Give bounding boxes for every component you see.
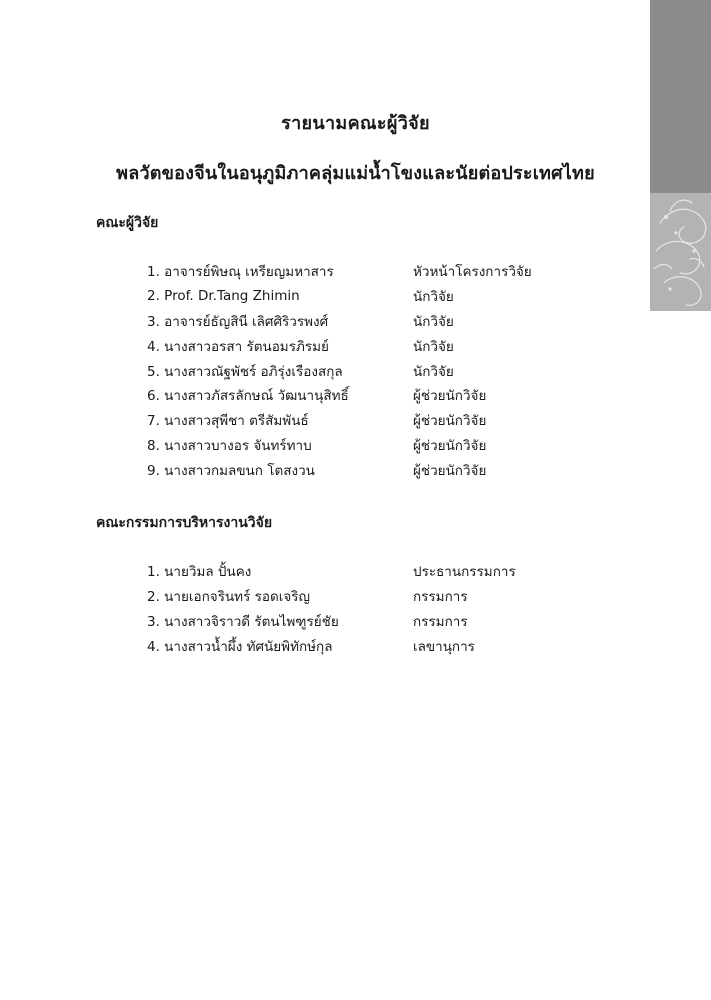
member-role: ผู้ช่วยนักวิจัย <box>413 388 487 405</box>
list-item <box>147 559 607 584</box>
dragon-ornament-icon <box>650 193 711 311</box>
member-role: นักวิจัย <box>413 313 454 330</box>
member-name: 4. นางสาวน้ำผึ้ง ทัศนัยพิทักษ์กุล <box>147 638 333 655</box>
side-tab-ornament-image <box>650 193 711 311</box>
member-name: 2. Prof. Dr.Tang Zhimin <box>147 288 300 305</box>
management-committee-list <box>147 559 607 658</box>
member-name: 8. นางสาวบางอร จันทร์ทาบ <box>147 437 312 454</box>
list-item <box>147 358 607 383</box>
member-role: เลขานุการ <box>413 638 475 655</box>
list-item <box>147 633 607 658</box>
list-item <box>147 259 607 284</box>
member-role: กรรมการ <box>413 613 468 630</box>
member-name: 7. นางสาวสุพีชา ตรีสัมพันธ์ <box>147 413 309 430</box>
member-name: 9. นางสาวกมลขนก โตสงวน <box>147 462 315 479</box>
member-name: 1. นายวิมล ปั้นคง <box>147 564 252 581</box>
member-role: ผู้ช่วยนักวิจัย <box>413 437 487 454</box>
research-team-list <box>147 259 607 482</box>
member-role: นักวิจัย <box>413 363 454 380</box>
list-item <box>147 309 607 334</box>
member-name: 5. นางสาวณัฐพัชร์ อภิรุ่งเรืองสกุล <box>147 363 343 380</box>
page-subtitle: พลวัตของจีนในอนุภูมิภาคลุ่มแม่น้ำโขงและนัยต่อประเทศไทย <box>116 163 595 184</box>
member-role: หัวหน้าโครงการวิจัย <box>413 264 532 281</box>
member-role: ผู้ช่วยนักวิจัย <box>413 413 487 430</box>
member-name: 2. นายเอกจรินทร์ รอดเจริญ <box>147 589 311 606</box>
member-role: ประธานกรรมการ <box>413 564 516 581</box>
research-team-heading: คณะผู้วิจัย <box>96 215 159 231</box>
member-name: 3. อาจารย์ธัญสินี เลิศศิริวรพงศ์ <box>147 313 329 330</box>
list-item <box>147 333 607 358</box>
member-name: 6. นางสาวภัสรลักษณ์ วัฒนานุสิทธิ์ <box>147 388 349 405</box>
member-role: นักวิจัย <box>413 289 454 306</box>
list-item <box>147 284 607 309</box>
list-item <box>147 433 607 458</box>
page-title: รายนามคณะผู้วิจัย <box>281 113 430 134</box>
member-role: นักวิจัย <box>413 338 454 355</box>
list-item <box>147 457 607 482</box>
member-name: 3. นางสาวจิราวดี รัตนไพฑูรย์ชัย <box>147 613 339 630</box>
member-name: 1. อาจารย์พิษณุ เหรียญมหาสาร <box>147 264 334 281</box>
member-role: กรรมการ <box>413 589 468 606</box>
list-item <box>147 408 607 433</box>
member-name: 4. นางสาวอรสา รัตนอมรภิรมย์ <box>147 338 329 355</box>
list-item <box>147 609 607 634</box>
list-item <box>147 584 607 609</box>
list-item <box>147 383 607 408</box>
member-role: ผู้ช่วยนักวิจัย <box>413 462 487 479</box>
management-committee-heading: คณะกรรมการบริหารงานวิจัย <box>96 515 273 531</box>
